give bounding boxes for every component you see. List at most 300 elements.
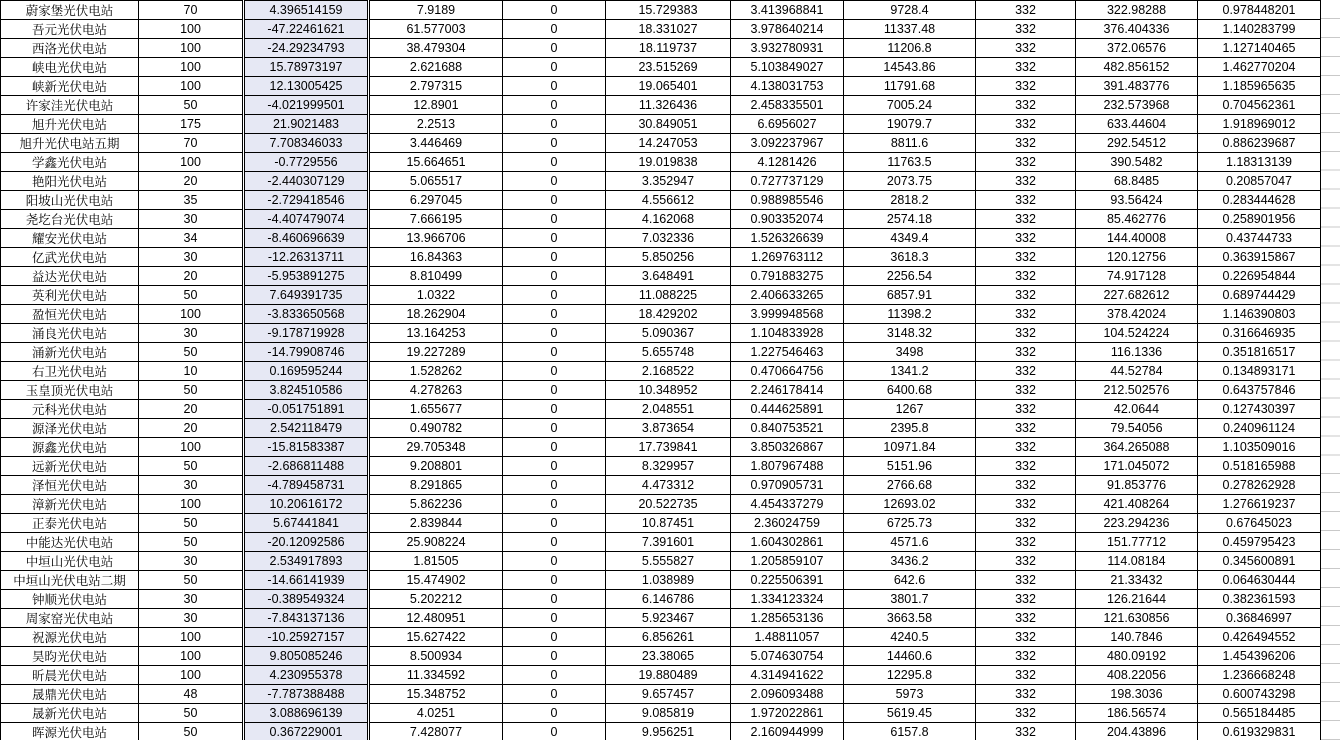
value-cell[interactable]: 0.791883275: [731, 267, 844, 286]
value-cell[interactable]: 1.655677: [369, 400, 503, 419]
value-cell[interactable]: 0.67645023: [1198, 514, 1321, 533]
station-name-cell[interactable]: 盈恒光伏电站: [1, 305, 139, 324]
value-cell[interactable]: 0: [503, 476, 606, 495]
value-cell[interactable]: 2.36024759: [731, 514, 844, 533]
value-cell[interactable]: 0.619329831: [1198, 723, 1321, 740]
value-cell[interactable]: 2766.68: [844, 476, 976, 495]
station-name-cell[interactable]: 远新光伏电站: [1, 457, 139, 476]
value-cell[interactable]: 480.09192: [1076, 647, 1198, 666]
value-cell[interactable]: 50: [139, 96, 244, 115]
value-cell[interactable]: 1267: [844, 400, 976, 419]
value-cell[interactable]: 5.555827: [606, 552, 731, 571]
value-cell[interactable]: 0.278262928: [1198, 476, 1321, 495]
value-cell[interactable]: 0: [503, 533, 606, 552]
value-cell[interactable]: 223.294236: [1076, 514, 1198, 533]
value-cell[interactable]: 9.805085246: [244, 647, 369, 666]
value-cell[interactable]: 61.577003: [369, 20, 503, 39]
value-cell[interactable]: 8.291865: [369, 476, 503, 495]
value-cell[interactable]: 171.045072: [1076, 457, 1198, 476]
value-cell[interactable]: 0.886239687: [1198, 134, 1321, 153]
value-cell[interactable]: 30.849051: [606, 115, 731, 134]
value-cell[interactable]: 4349.4: [844, 229, 976, 248]
value-cell[interactable]: 42.0644: [1076, 400, 1198, 419]
value-cell[interactable]: 5.862236: [369, 495, 503, 514]
value-cell[interactable]: 332: [976, 476, 1076, 495]
value-cell[interactable]: 0.970905731: [731, 476, 844, 495]
station-name-cell[interactable]: 艳阳光伏电站: [1, 172, 139, 191]
value-cell[interactable]: 332: [976, 666, 1076, 685]
value-cell[interactable]: 4.1281426: [731, 153, 844, 172]
value-cell[interactable]: 12.480951: [369, 609, 503, 628]
value-cell[interactable]: 20: [139, 172, 244, 191]
station-name-cell[interactable]: 玉皇顶光伏电站: [1, 381, 139, 400]
value-cell[interactable]: 9.208801: [369, 457, 503, 476]
value-cell[interactable]: 121.630856: [1076, 609, 1198, 628]
value-cell[interactable]: 50: [139, 571, 244, 590]
value-cell[interactable]: 0: [503, 343, 606, 362]
value-cell[interactable]: -0.051751891: [244, 400, 369, 419]
value-cell[interactable]: 4.278263: [369, 381, 503, 400]
value-cell[interactable]: -3.833650568: [244, 305, 369, 324]
value-cell[interactable]: 292.54512: [1076, 134, 1198, 153]
station-name-cell[interactable]: 中垣山光伏电站二期: [1, 571, 139, 590]
value-cell[interactable]: 2.797315: [369, 77, 503, 96]
value-cell[interactable]: 23.38065: [606, 647, 731, 666]
value-cell[interactable]: 50: [139, 514, 244, 533]
value-cell[interactable]: 93.56424: [1076, 191, 1198, 210]
value-cell[interactable]: 2.621688: [369, 58, 503, 77]
value-cell[interactable]: 332: [976, 362, 1076, 381]
value-cell[interactable]: 5.655748: [606, 343, 731, 362]
value-cell[interactable]: 19079.7: [844, 115, 976, 134]
value-cell[interactable]: 0.127430397: [1198, 400, 1321, 419]
value-cell[interactable]: -4.407479074: [244, 210, 369, 229]
value-cell[interactable]: 2.542118479: [244, 419, 369, 438]
value-cell[interactable]: 19.065401: [606, 77, 731, 96]
value-cell[interactable]: 0: [503, 324, 606, 343]
value-cell[interactable]: 11.088225: [606, 286, 731, 305]
value-cell[interactable]: 3.446469: [369, 134, 503, 153]
value-cell[interactable]: 332: [976, 571, 1076, 590]
value-cell[interactable]: 1.918969012: [1198, 115, 1321, 134]
value-cell[interactable]: 2.458335501: [731, 96, 844, 115]
value-cell[interactable]: 1.227546463: [731, 343, 844, 362]
value-cell[interactable]: 79.54056: [1076, 419, 1198, 438]
value-cell[interactable]: 0.727737129: [731, 172, 844, 191]
value-cell[interactable]: 378.42024: [1076, 305, 1198, 324]
value-cell[interactable]: 104.524224: [1076, 324, 1198, 343]
value-cell[interactable]: 2073.75: [844, 172, 976, 191]
value-cell[interactable]: -0.7729556: [244, 153, 369, 172]
value-cell[interactable]: 30: [139, 476, 244, 495]
value-cell[interactable]: 4.396514159: [244, 1, 369, 20]
value-cell[interactable]: 1.454396206: [1198, 647, 1321, 666]
value-cell[interactable]: 332: [976, 381, 1076, 400]
value-cell[interactable]: 1.48811057: [731, 628, 844, 647]
value-cell[interactable]: 332: [976, 115, 1076, 134]
value-cell[interactable]: 1.276619237: [1198, 495, 1321, 514]
value-cell[interactable]: 144.40008: [1076, 229, 1198, 248]
value-cell[interactable]: 0.169595244: [244, 362, 369, 381]
value-cell[interactable]: 0: [503, 495, 606, 514]
value-cell[interactable]: 332: [976, 704, 1076, 723]
station-name-cell[interactable]: 昕晨光伏电站: [1, 666, 139, 685]
value-cell[interactable]: 2.2513: [369, 115, 503, 134]
value-cell[interactable]: 0: [503, 96, 606, 115]
value-cell[interactable]: 332: [976, 39, 1076, 58]
value-cell[interactable]: 0: [503, 172, 606, 191]
value-cell[interactable]: 5973: [844, 685, 976, 704]
value-cell[interactable]: 322.98288: [1076, 1, 1198, 20]
value-cell[interactable]: 50: [139, 286, 244, 305]
station-name-cell[interactable]: 许家洼光伏电站: [1, 96, 139, 115]
value-cell[interactable]: 15.78973197: [244, 58, 369, 77]
value-cell[interactable]: 0.345600891: [1198, 552, 1321, 571]
value-cell[interactable]: 0.283444628: [1198, 191, 1321, 210]
value-cell[interactable]: 0: [503, 39, 606, 58]
value-cell[interactable]: 10.87451: [606, 514, 731, 533]
value-cell[interactable]: 9728.4: [844, 1, 976, 20]
value-cell[interactable]: 4.314941622: [731, 666, 844, 685]
value-cell[interactable]: 0.459795423: [1198, 533, 1321, 552]
value-cell[interactable]: 8.500934: [369, 647, 503, 666]
value-cell[interactable]: 38.479304: [369, 39, 503, 58]
value-cell[interactable]: 100: [139, 666, 244, 685]
value-cell[interactable]: 227.682612: [1076, 286, 1198, 305]
value-cell[interactable]: 29.705348: [369, 438, 503, 457]
value-cell[interactable]: 332: [976, 96, 1076, 115]
value-cell[interactable]: 0.20857047: [1198, 172, 1321, 191]
value-cell[interactable]: 332: [976, 514, 1076, 533]
value-cell[interactable]: 10.348952: [606, 381, 731, 400]
value-cell[interactable]: 2.406633265: [731, 286, 844, 305]
station-name-cell[interactable]: 益达光伏电站: [1, 267, 139, 286]
station-name-cell[interactable]: 周家窑光伏电站: [1, 609, 139, 628]
value-cell[interactable]: 186.56574: [1076, 704, 1198, 723]
value-cell[interactable]: -7.787388488: [244, 685, 369, 704]
value-cell[interactable]: 30: [139, 248, 244, 267]
value-cell[interactable]: 1.526326639: [731, 229, 844, 248]
value-cell[interactable]: -20.12092586: [244, 533, 369, 552]
value-cell[interactable]: 4.556612: [606, 191, 731, 210]
value-cell[interactable]: 332: [976, 609, 1076, 628]
value-cell[interactable]: 0.382361593: [1198, 590, 1321, 609]
value-cell[interactable]: 6157.8: [844, 723, 976, 740]
value-cell[interactable]: 30: [139, 324, 244, 343]
value-cell[interactable]: 2.160944999: [731, 723, 844, 740]
value-cell[interactable]: 390.5482: [1076, 153, 1198, 172]
value-cell[interactable]: 1.285653136: [731, 609, 844, 628]
value-cell[interactable]: 91.853776: [1076, 476, 1198, 495]
value-cell[interactable]: 332: [976, 419, 1076, 438]
value-cell[interactable]: 0: [503, 609, 606, 628]
value-cell[interactable]: 5.850256: [606, 248, 731, 267]
value-cell[interactable]: 0.363915867: [1198, 248, 1321, 267]
value-cell[interactable]: 3.092237967: [731, 134, 844, 153]
empty-gutter-column[interactable]: [1321, 0, 1340, 740]
value-cell[interactable]: 391.483776: [1076, 77, 1198, 96]
value-cell[interactable]: -2.686811488: [244, 457, 369, 476]
value-cell[interactable]: 642.6: [844, 571, 976, 590]
value-cell[interactable]: 332: [976, 400, 1076, 419]
value-cell[interactable]: 4.230955378: [244, 666, 369, 685]
value-cell[interactable]: 2.534917893: [244, 552, 369, 571]
value-cell[interactable]: 3663.58: [844, 609, 976, 628]
value-cell[interactable]: 6857.91: [844, 286, 976, 305]
value-cell[interactable]: 332: [976, 210, 1076, 229]
value-cell[interactable]: 1341.2: [844, 362, 976, 381]
value-cell[interactable]: 50: [139, 723, 244, 740]
value-cell[interactable]: 0.226954844: [1198, 267, 1321, 286]
value-cell[interactable]: 332: [976, 248, 1076, 267]
value-cell[interactable]: 332: [976, 305, 1076, 324]
value-cell[interactable]: 332: [976, 1, 1076, 20]
value-cell[interactable]: 1.140283799: [1198, 20, 1321, 39]
station-name-cell[interactable]: 英利光伏电站: [1, 286, 139, 305]
value-cell[interactable]: 5.923467: [606, 609, 731, 628]
value-cell[interactable]: 0.258901956: [1198, 210, 1321, 229]
value-cell[interactable]: 2256.54: [844, 267, 976, 286]
value-cell[interactable]: 5151.96: [844, 457, 976, 476]
value-cell[interactable]: 3.648491: [606, 267, 731, 286]
value-cell[interactable]: 50: [139, 533, 244, 552]
value-cell[interactable]: 12.13005425: [244, 77, 369, 96]
value-cell[interactable]: 0: [503, 115, 606, 134]
value-cell[interactable]: 4.138031753: [731, 77, 844, 96]
value-cell[interactable]: 2818.2: [844, 191, 976, 210]
value-cell[interactable]: -8.460696639: [244, 229, 369, 248]
value-cell[interactable]: 15.627422: [369, 628, 503, 647]
value-cell[interactable]: 14.247053: [606, 134, 731, 153]
value-cell[interactable]: 6400.68: [844, 381, 976, 400]
value-cell[interactable]: -15.81583387: [244, 438, 369, 457]
value-cell[interactable]: 0.518165988: [1198, 457, 1321, 476]
value-cell[interactable]: 332: [976, 324, 1076, 343]
value-cell[interactable]: 85.462776: [1076, 210, 1198, 229]
value-cell[interactable]: 1.528262: [369, 362, 503, 381]
value-cell[interactable]: 0: [503, 590, 606, 609]
value-cell[interactable]: 0.988985546: [731, 191, 844, 210]
value-cell[interactable]: 6.297045: [369, 191, 503, 210]
value-cell[interactable]: 30: [139, 210, 244, 229]
value-cell[interactable]: 13.164253: [369, 324, 503, 343]
value-cell[interactable]: -47.22461621: [244, 20, 369, 39]
station-name-cell[interactable]: 尧圪台光伏电站: [1, 210, 139, 229]
value-cell[interactable]: 9.657457: [606, 685, 731, 704]
value-cell[interactable]: 332: [976, 343, 1076, 362]
value-cell[interactable]: 44.52784: [1076, 362, 1198, 381]
station-name-cell[interactable]: 泽恒光伏电站: [1, 476, 139, 495]
value-cell[interactable]: 100: [139, 20, 244, 39]
value-cell[interactable]: 3.873654: [606, 419, 731, 438]
value-cell[interactable]: 10971.84: [844, 438, 976, 457]
value-cell[interactable]: 4240.5: [844, 628, 976, 647]
value-cell[interactable]: 20: [139, 419, 244, 438]
value-cell[interactable]: 14460.6: [844, 647, 976, 666]
value-cell[interactable]: 18.331027: [606, 20, 731, 39]
value-cell[interactable]: 11791.68: [844, 77, 976, 96]
value-cell[interactable]: 100: [139, 305, 244, 324]
value-cell[interactable]: 11337.48: [844, 20, 976, 39]
value-cell[interactable]: 332: [976, 191, 1076, 210]
value-cell[interactable]: 0: [503, 153, 606, 172]
value-cell[interactable]: 20: [139, 400, 244, 419]
value-cell[interactable]: 7.9189: [369, 1, 503, 20]
value-cell[interactable]: 0.689744429: [1198, 286, 1321, 305]
value-cell[interactable]: 1.236668248: [1198, 666, 1321, 685]
value-cell[interactable]: 3.413968841: [731, 1, 844, 20]
station-name-cell[interactable]: 钟顺光伏电站: [1, 590, 139, 609]
value-cell[interactable]: 408.22056: [1076, 666, 1198, 685]
value-cell[interactable]: 0: [503, 438, 606, 457]
value-cell[interactable]: 4.473312: [606, 476, 731, 495]
value-cell[interactable]: 0.565184485: [1198, 704, 1321, 723]
value-cell[interactable]: 7.428077: [369, 723, 503, 740]
value-cell[interactable]: 7005.24: [844, 96, 976, 115]
value-cell[interactable]: 0: [503, 248, 606, 267]
value-cell[interactable]: 3148.32: [844, 324, 976, 343]
value-cell[interactable]: 0: [503, 647, 606, 666]
value-cell[interactable]: 30: [139, 609, 244, 628]
station-name-cell[interactable]: 亿武光伏电站: [1, 248, 139, 267]
value-cell[interactable]: 15.729383: [606, 1, 731, 20]
value-cell[interactable]: 0: [503, 685, 606, 704]
value-cell[interactable]: 0: [503, 134, 606, 153]
value-cell[interactable]: 0: [503, 210, 606, 229]
value-cell[interactable]: 120.12756: [1076, 248, 1198, 267]
value-cell[interactable]: 1.972022861: [731, 704, 844, 723]
value-cell[interactable]: 15.664651: [369, 153, 503, 172]
value-cell[interactable]: 0: [503, 704, 606, 723]
value-cell[interactable]: 151.77712: [1076, 533, 1198, 552]
value-cell[interactable]: 19.019838: [606, 153, 731, 172]
value-cell[interactable]: 13.966706: [369, 229, 503, 248]
value-cell[interactable]: 15.474902: [369, 571, 503, 590]
station-name-cell[interactable]: 正泰光伏电站: [1, 514, 139, 533]
value-cell[interactable]: 0: [503, 229, 606, 248]
value-cell[interactable]: 7.032336: [606, 229, 731, 248]
value-cell[interactable]: 8811.6: [844, 134, 976, 153]
value-cell[interactable]: -24.29234793: [244, 39, 369, 58]
value-cell[interactable]: 0: [503, 381, 606, 400]
value-cell[interactable]: 1.146390803: [1198, 305, 1321, 324]
value-cell[interactable]: 0.978448201: [1198, 1, 1321, 20]
value-cell[interactable]: 0: [503, 362, 606, 381]
value-cell[interactable]: 5.202212: [369, 590, 503, 609]
value-cell[interactable]: 0: [503, 400, 606, 419]
station-name-cell[interactable]: 昊昀光伏电站: [1, 647, 139, 666]
value-cell[interactable]: 11206.8: [844, 39, 976, 58]
value-cell[interactable]: 1.0322: [369, 286, 503, 305]
value-cell[interactable]: 175: [139, 115, 244, 134]
value-cell[interactable]: -14.79908746: [244, 343, 369, 362]
station-name-cell[interactable]: 晖源光伏电站: [1, 723, 139, 740]
value-cell[interactable]: 18.429202: [606, 305, 731, 324]
value-cell[interactable]: 11398.2: [844, 305, 976, 324]
value-cell[interactable]: 332: [976, 457, 1076, 476]
value-cell[interactable]: 3801.7: [844, 590, 976, 609]
value-cell[interactable]: -9.178719928: [244, 324, 369, 343]
value-cell[interactable]: 30: [139, 590, 244, 609]
value-cell[interactable]: 11763.5: [844, 153, 976, 172]
value-cell[interactable]: 0.490782: [369, 419, 503, 438]
station-name-cell[interactable]: 蔚家堡光伏电站: [1, 1, 139, 20]
value-cell[interactable]: 332: [976, 172, 1076, 191]
value-cell[interactable]: 19.880489: [606, 666, 731, 685]
value-cell[interactable]: 50: [139, 704, 244, 723]
value-cell[interactable]: 3.999948568: [731, 305, 844, 324]
value-cell[interactable]: 2.048551: [606, 400, 731, 419]
value-cell[interactable]: 0.643757846: [1198, 381, 1321, 400]
value-cell[interactable]: 6.146786: [606, 590, 731, 609]
value-cell[interactable]: 0: [503, 267, 606, 286]
value-cell[interactable]: 4.162068: [606, 210, 731, 229]
value-cell[interactable]: 332: [976, 77, 1076, 96]
value-cell[interactable]: 0: [503, 77, 606, 96]
value-cell[interactable]: 70: [139, 134, 244, 153]
value-cell[interactable]: 5.103849027: [731, 58, 844, 77]
value-cell[interactable]: 0.426494552: [1198, 628, 1321, 647]
station-name-cell[interactable]: 涌良光伏电站: [1, 324, 139, 343]
value-cell[interactable]: 0.316646935: [1198, 324, 1321, 343]
value-cell[interactable]: 0.367229001: [244, 723, 369, 740]
value-cell[interactable]: 17.739841: [606, 438, 731, 457]
value-cell[interactable]: 1.807967488: [731, 457, 844, 476]
value-cell[interactable]: 332: [976, 495, 1076, 514]
value-cell[interactable]: 2.168522: [606, 362, 731, 381]
value-cell[interactable]: 0.840753521: [731, 419, 844, 438]
value-cell[interactable]: 21.9021483: [244, 115, 369, 134]
value-cell[interactable]: 332: [976, 58, 1076, 77]
value-cell[interactable]: 4.0251: [369, 704, 503, 723]
station-name-cell[interactable]: 阳坡山光伏电站: [1, 191, 139, 210]
value-cell[interactable]: 0: [503, 628, 606, 647]
value-cell[interactable]: 7.666195: [369, 210, 503, 229]
value-cell[interactable]: 0: [503, 1, 606, 20]
value-cell[interactable]: 114.08184: [1076, 552, 1198, 571]
value-cell[interactable]: 16.84363: [369, 248, 503, 267]
value-cell[interactable]: 482.856152: [1076, 58, 1198, 77]
value-cell[interactable]: 5.090367: [606, 324, 731, 343]
value-cell[interactable]: 10: [139, 362, 244, 381]
value-cell[interactable]: 50: [139, 343, 244, 362]
value-cell[interactable]: 10.20616172: [244, 495, 369, 514]
value-cell[interactable]: 50: [139, 457, 244, 476]
value-cell[interactable]: 0: [503, 457, 606, 476]
value-cell[interactable]: 4571.6: [844, 533, 976, 552]
value-cell[interactable]: 332: [976, 533, 1076, 552]
value-cell[interactable]: 332: [976, 267, 1076, 286]
value-cell[interactable]: -12.26313711: [244, 248, 369, 267]
value-cell[interactable]: 0: [503, 58, 606, 77]
value-cell[interactable]: 0.240961124: [1198, 419, 1321, 438]
value-cell[interactable]: 0.351816517: [1198, 343, 1321, 362]
value-cell[interactable]: -10.25927157: [244, 628, 369, 647]
value-cell[interactable]: 5.074630754: [731, 647, 844, 666]
value-cell[interactable]: 116.1336: [1076, 343, 1198, 362]
value-cell[interactable]: 0.444625891: [731, 400, 844, 419]
station-name-cell[interactable]: 旭升光伏电站五期: [1, 134, 139, 153]
value-cell[interactable]: 7.391601: [606, 533, 731, 552]
value-cell[interactable]: 18.262904: [369, 305, 503, 324]
value-cell[interactable]: 9.085819: [606, 704, 731, 723]
value-cell[interactable]: 212.502576: [1076, 381, 1198, 400]
value-cell[interactable]: 1.205859107: [731, 552, 844, 571]
station-name-cell[interactable]: 源泽光伏电站: [1, 419, 139, 438]
value-cell[interactable]: 3.352947: [606, 172, 731, 191]
value-cell[interactable]: -2.729418546: [244, 191, 369, 210]
value-cell[interactable]: 3436.2: [844, 552, 976, 571]
